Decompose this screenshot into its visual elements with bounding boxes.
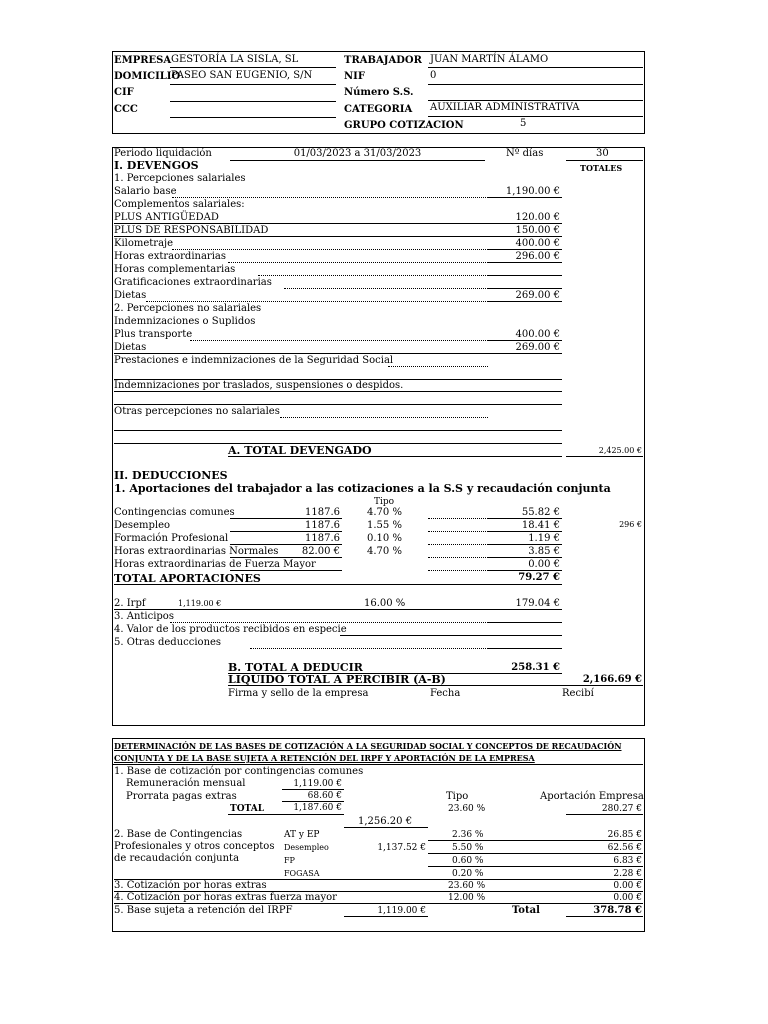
dietas-value: 269.00 €: [515, 290, 560, 301]
salario-base-value: 1,190.00 €: [505, 186, 560, 197]
dietas-label: Dietas: [114, 290, 147, 301]
bases-s3: 3. Cotización por horas extras: [114, 880, 267, 891]
periodo-label: Periodo liquidación: [114, 148, 212, 159]
row-rule: [488, 531, 562, 532]
irpf-label: 2. Irpf: [114, 598, 146, 609]
aportacion-base: 1187.6: [305, 520, 340, 531]
at-label: AT y EP: [284, 830, 320, 840]
salario-base-label: Salario base: [114, 186, 177, 197]
aportaciones-title: 1. Aportaciones del trabajador a las cotizaciones a la S.S y recaudación conjunta: [114, 482, 611, 495]
desempleo-tipo: 5.50 %: [452, 843, 484, 853]
row-rule: [428, 557, 488, 558]
remuneracion-value: 1,119.00 €: [293, 779, 342, 789]
bases-total2-label: Total: [512, 905, 540, 916]
aportacion-label: Formación Profesional: [114, 533, 229, 544]
bases-s4: 4. Cotización por horas extras fuerza mayor: [114, 892, 337, 903]
total-deducir-value: 258.31 €: [511, 662, 560, 673]
otras-percepciones-label: Otras percepciones no salariales: [114, 406, 280, 417]
desempleo-aport: 62.56 €: [607, 843, 642, 853]
bases-total-value: 1,187.60 €: [293, 803, 342, 813]
aportacion-base: 1187.6: [305, 507, 340, 518]
liquido-value: 2,166.69 €: [582, 674, 642, 685]
bases-s5: 5. Base sujeta a retención del IRPF: [114, 905, 293, 916]
ccc-label: CCC: [114, 104, 138, 115]
plus-antiguedad-value: 120.00 €: [515, 212, 560, 223]
prorrata-value: 68.60 €: [307, 791, 342, 801]
aportacion-tipo: 4.70 %: [367, 546, 402, 557]
cc-aport: 280.27 €: [601, 804, 642, 814]
fogasa-aport: 2.28 €: [613, 869, 642, 879]
dietas2-value: 269.00 €: [515, 342, 560, 353]
bases-title-2: CONJUNTA Y DE LA BASE SUJETA A RETENCIÓN DEL IRPF Y APORTACIÓN DE LA EMPRESA: [114, 753, 535, 763]
s3-tipo: 23.60 %: [448, 881, 486, 891]
gratificaciones-label: Gratificaciones extraordinarias: [114, 277, 272, 288]
aportacion-tipo: 0.10 %: [367, 533, 402, 544]
indem-traslados-label: Indemnizaciones por traslados, suspensiones o despidos.: [114, 380, 404, 391]
row-rule: [230, 531, 342, 532]
s4-aport: 0.00 €: [613, 893, 642, 903]
perc-no-salariales: 2. Percepciones no salariales: [114, 303, 262, 314]
domicilio-value: PASEO SAN EUGENIO, S/N: [171, 70, 313, 81]
aportacion-base: 1187.6: [305, 533, 340, 544]
kilometraje-label: Kilometraje: [114, 238, 174, 249]
row-rule: [428, 518, 488, 519]
plus-transporte-value: 400.00 €: [515, 329, 560, 340]
row-rule: [428, 570, 488, 571]
mid-value: 1,256.20 €: [358, 816, 413, 827]
fp-aport: 6.83 €: [613, 856, 642, 866]
total-devengado-value: 2,425.00 €: [598, 446, 642, 455]
remuneracion-label: Remuneración mensual: [126, 778, 246, 789]
bases-total2-value: 378.78 €: [593, 905, 642, 916]
anticipos-label: 3. Anticipos: [114, 611, 174, 622]
categoria-value: AUXILIAR ADMINISTRATIVA: [430, 102, 580, 113]
bases-tipo-label: Tipo: [446, 791, 469, 802]
kilometraje-value: 400.00 €: [515, 238, 560, 249]
fecha-label: Fecha: [430, 688, 461, 699]
irpf-value: 179.04 €: [515, 598, 560, 609]
empresa-value: GESTORÍA LA SISLA, SL: [171, 54, 299, 65]
trabajador-label: TRABAJADOR: [344, 55, 422, 66]
otras-deducciones-label: 5. Otras deducciones: [114, 637, 222, 648]
total-devengado-label: A. TOTAL DEVENGADO: [228, 444, 372, 457]
prorrata-label: Prorrata pagas extras: [126, 791, 237, 802]
aportacion-label: Horas extraordinarias Normales: [114, 546, 279, 557]
aportacion-base: 82.00 €: [301, 546, 340, 557]
row-rule: [428, 531, 488, 532]
bases-s2c: de recaudación conjunta: [114, 853, 240, 864]
aportacion-importe: 18.41 €: [521, 520, 560, 531]
cif-label: CIF: [114, 87, 134, 98]
desempleo-label: Desempleo: [284, 843, 329, 852]
nif-label: NIF: [344, 71, 365, 82]
row-rule: [488, 570, 562, 571]
row-rule: [488, 544, 562, 545]
empresa-label: EMPRESA: [114, 55, 172, 66]
grupo-value: 5: [520, 118, 527, 129]
liquido-label: LIQUIDO TOTAL A PERCIBIR (A-B): [228, 673, 446, 686]
aportacion-tipo: 4.70 %: [367, 507, 402, 518]
aportacion-label: Aportación Empresa: [540, 791, 644, 802]
bases-title-1: DETERMINACIÓN DE LAS BASES DE COTIZACIÓN A LA SEGURIDAD SOCIAL Y CONCEPTOS DE RECAUDACIÓN: [114, 741, 622, 751]
s4-tipo: 12.00 %: [448, 893, 486, 903]
fp-label: FP: [284, 856, 295, 865]
horas-extra-value: 296.00 €: [515, 251, 560, 262]
bases-s1: 1. Base de cotización por contingencias comunes: [114, 766, 364, 777]
numero-ss-label: Número S.S.: [344, 87, 414, 98]
plus-transporte-label: Plus transporte: [114, 329, 193, 340]
s3-aport: 0.00 €: [613, 881, 642, 891]
at-tipo: 2.36 %: [452, 830, 484, 840]
categoria-label: CATEGORIA: [344, 104, 413, 115]
side-value: 296 €: [619, 520, 642, 529]
domicilio-label: DOMICILIO: [114, 71, 181, 82]
dias-label: Nº días: [506, 148, 544, 159]
aportacion-label: Desempleo: [114, 520, 171, 531]
aportacion-importe: 1.19 €: [528, 533, 560, 544]
especie-label: 4. Valor de los productos recibidos en especie: [114, 624, 347, 635]
totales-label: TOTALES: [580, 163, 623, 173]
plus-resp-label: PLUS DE RESPONSABILIDAD: [114, 225, 269, 236]
periodo-value: 01/03/2023 a 31/03/2023: [293, 148, 422, 159]
bases-s2a: 2. Base de Contingencias: [114, 829, 243, 840]
s5-value: 1,119.00 €: [377, 906, 426, 916]
fp-tipo: 0.60 %: [452, 856, 484, 866]
recibi-label: Recibí: [562, 688, 594, 699]
plus-resp-value: 150.00 €: [515, 225, 560, 236]
grupo-label: GRUPO COTIZACION: [344, 120, 464, 131]
bases-total-label: TOTAL: [230, 804, 265, 814]
row-rule: [230, 544, 342, 545]
dias-value: 30: [596, 148, 609, 159]
cc-tipo: 23.60 %: [448, 804, 486, 814]
horas-compl-label: Horas complementarias: [114, 264, 236, 275]
desempleo-base: 1,137.52 €: [377, 843, 426, 853]
deducciones-title: II. DEDUCCIONES: [114, 469, 228, 482]
aportacion-importe: 3.85 €: [528, 546, 560, 557]
bases-s2b: Profesionales y otros conceptos: [114, 841, 275, 852]
total-deducir-label: B. TOTAL A DEDUCIR: [228, 661, 363, 674]
perc-salariales: 1. Percepciones salariales: [114, 173, 246, 184]
row-rule: [230, 570, 342, 571]
indemnizaciones-label: Indemnizaciones o Suplidos: [114, 316, 256, 327]
nif-value: 0: [430, 70, 437, 81]
fogasa-tipo: 0.20 %: [452, 869, 484, 879]
devengos-title: I. DEVENGOS: [114, 159, 199, 172]
aportacion-label: Contingencias comunes: [114, 507, 235, 518]
fogasa-label: FOGASA: [284, 869, 320, 878]
at-aport: 26.85 €: [607, 830, 642, 840]
firma-label: Firma y sello de la empresa: [228, 688, 369, 699]
total-aportaciones-value: 79.27 €: [518, 572, 560, 583]
aportacion-label: Horas extraordinarias de Fuerza Mayor: [114, 559, 316, 570]
row-rule: [230, 518, 342, 519]
irpf-base: 1,119.00 €: [178, 599, 222, 608]
trabajador-value: JUAN MARTÍN ÁLAMO: [430, 54, 549, 65]
horas-extra-label: Horas extraordinarias: [114, 251, 226, 262]
dietas2-label: Dietas: [114, 342, 147, 353]
prestaciones-label: Prestaciones e indemnizaciones de la Seguridad Social: [114, 355, 394, 366]
aportacion-importe: 55.82 €: [521, 507, 560, 518]
aportacion-importe: 0.00 €: [528, 559, 560, 570]
plus-antiguedad-label: PLUS ANTIGÜEDAD: [114, 212, 219, 223]
aportacion-tipo: 1.55 %: [367, 520, 402, 531]
irpf-tipo: 16.00 %: [364, 598, 406, 609]
complementos-label: Complementos salariales:: [114, 199, 245, 210]
tipo-label: Tipo: [374, 497, 395, 507]
total-aportaciones-label: TOTAL APORTACIONES: [114, 572, 261, 585]
row-rule: [230, 557, 342, 558]
row-rule: [428, 544, 488, 545]
row-rule: [488, 518, 562, 519]
row-rule: [488, 557, 562, 558]
